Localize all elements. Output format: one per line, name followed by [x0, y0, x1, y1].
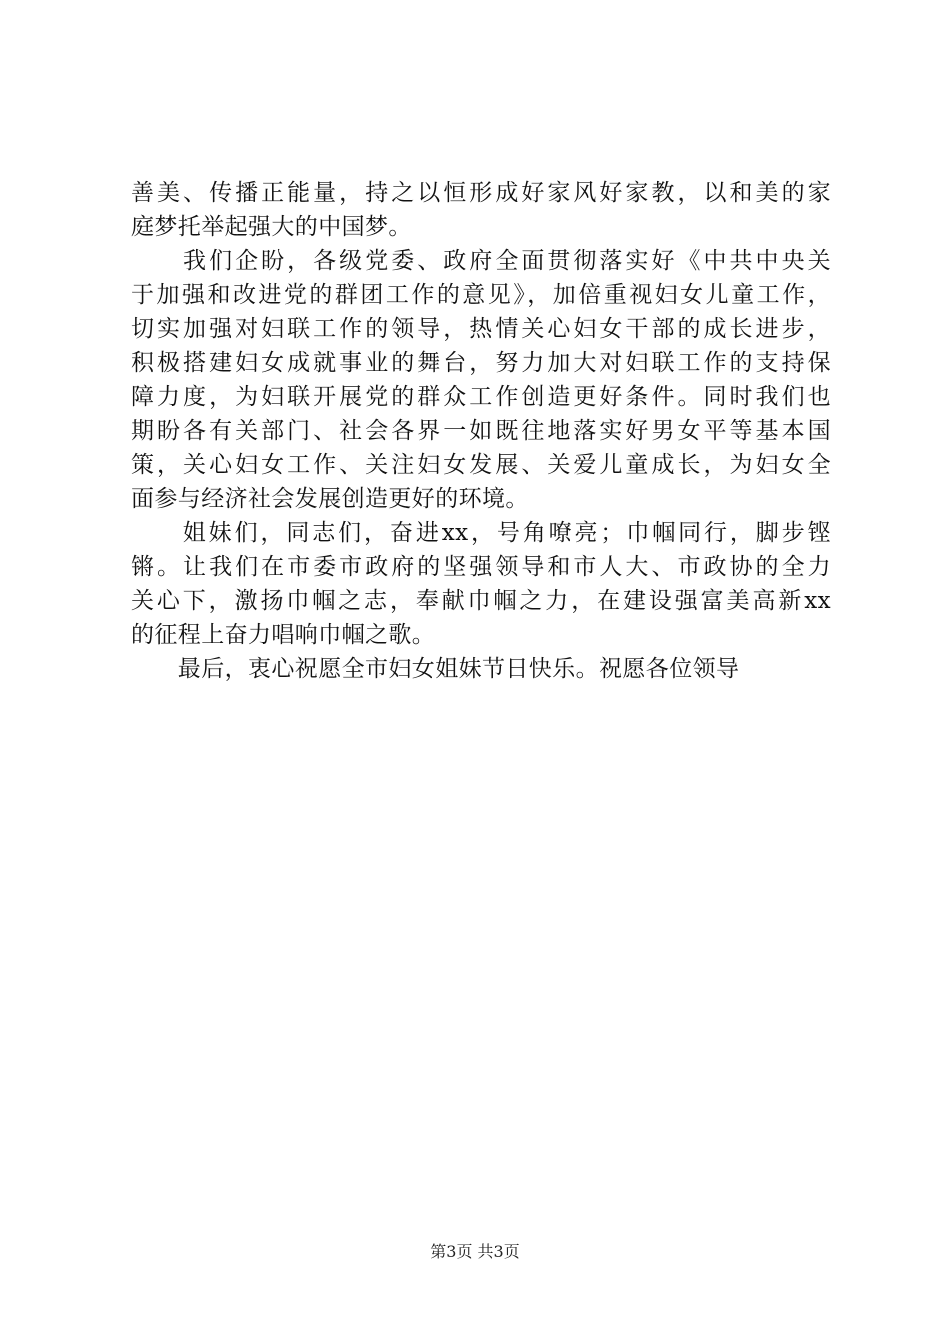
text-line: 的征程上奋力唱响巾帼之歌。: [131, 622, 436, 648]
text-line: 善美、传播正能量，持之以恒形成好家风好家教，以和美的家: [131, 180, 831, 206]
text-line: 最后，衷心祝愿全市妇女姐妹节日快乐。祝愿各位领导: [131, 656, 740, 682]
page-number-label: 第3页 共3页: [430, 1242, 520, 1261]
body-text: [131, 176, 831, 686]
text-line: 期盼各有关部门、社会各界一如既往地落实好男女平等基本国: [131, 418, 831, 444]
text-line: 策，关心妇女工作、关注妇女发展、关爱儿童成长，为妇女全: [131, 452, 831, 478]
text-line: 关心下，激扬巾帼之志，奉献巾帼之力，在建设强富美高新xx: [131, 588, 831, 614]
text-line: 积极搭建妇女成就事业的舞台，努力加大对妇联工作的支持保: [131, 350, 831, 376]
text-line: 我们企盼，各级党委、政府全面贯彻落实好《中共中央关: [131, 248, 831, 274]
text-line: 庭梦托举起强大的中国梦。: [131, 214, 412, 240]
text-line: 障力度，为妇联开展党的群众工作创造更好条件。同时我们也: [131, 384, 831, 410]
text-line: 于加强和改进党的群团工作的意见》，加倍重视妇女儿童工作，: [131, 282, 831, 308]
text-line: 锵。让我们在市委市政府的坚强领导和市人大、市政协的全力: [131, 554, 831, 580]
page-footer: [0, 1242, 950, 1262]
text-line: 切实加强对妇联工作的领导，热情关心妇女干部的成长进步，: [131, 316, 831, 342]
text-line: 姐妹们，同志们，奋进xx，号角嘹亮；巾帼同行，脚步铿: [131, 520, 831, 546]
text-line: 面参与经济社会发展创造更好的环境。: [131, 486, 529, 512]
